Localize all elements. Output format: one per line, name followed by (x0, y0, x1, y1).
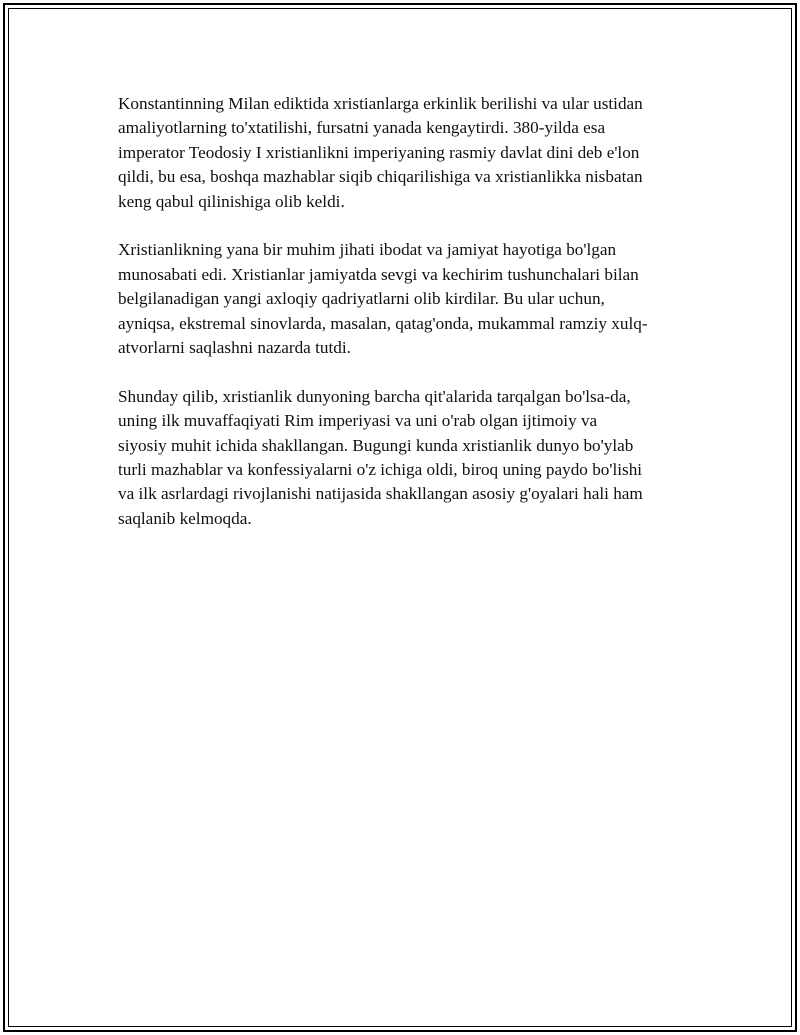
paragraph-line: munosabati edi. Xristianlar jamiyatda sevgi va kechirim tushunchalari bilan (118, 264, 639, 284)
paragraph-line: Shunday qilib, xristianlik dunyoning barcha qit'alarida tarqalgan bo'lsa-da, (118, 386, 631, 406)
paragraph-line: uning ilk muvaffaqiyati Rim imperiyasi va uni o'rab olgan ijtimoiy va (118, 411, 598, 431)
paragraph-line: atvorlarni saqlashni nazarda tutdi. (118, 338, 351, 358)
paragraph-line: saqlanib kelmoqda. (118, 508, 252, 528)
paragraph-line: Xristianlikning yana bir muhim jihati ibodat va jamiyat hayotiga bo'lgan (118, 240, 617, 260)
paragraph-line: qildi, bu esa, boshqa mazhablar siqib chiqarilishiga va xristianlikka nisbatan (118, 167, 643, 187)
paragraph-2 (118, 238, 698, 360)
paragraph-line: ayniqsa, ekstremal sinovlarda, masalan, qatag'onda, mukammal ramziy xulq- (118, 313, 648, 333)
paragraph-3 (118, 385, 698, 531)
paragraph-line: siyosiy muhit ichida shakllangan. Bugungi kunda xristianlik dunyo bo'ylab (118, 435, 634, 455)
paragraph-line: keng qabul qilinishiga olib keldi. (118, 191, 345, 211)
paragraph-line: Konstantinning Milan ediktida xristianlarga erkinlik berilishi va ular ustidan (118, 94, 643, 113)
paragraph-1 (118, 92, 698, 214)
paragraph-line: imperator Teodosiy I xristianlikni imperiyaning rasmiy davlat dini deb e'lon (118, 142, 640, 162)
paragraph-line: amaliyotlarning to'xtatilishi, fursatni yanada kengaytirdi. 380-yilda esa (118, 118, 606, 138)
document-body (118, 92, 698, 556)
paragraph-line: belgilanadigan yangi axloqiy qadriyatlarni olib kirdilar. Bu ular uchun, (118, 289, 605, 309)
paragraph-line: turli mazhablar va konfessiyalarni o'z ichiga oldi, biroq uning paydo bo'lishi (118, 460, 643, 480)
paragraph-line: va ilk asrlardagi rivojlanishi natijasida shakllangan asosiy g'oyalari hali ham (118, 484, 643, 504)
